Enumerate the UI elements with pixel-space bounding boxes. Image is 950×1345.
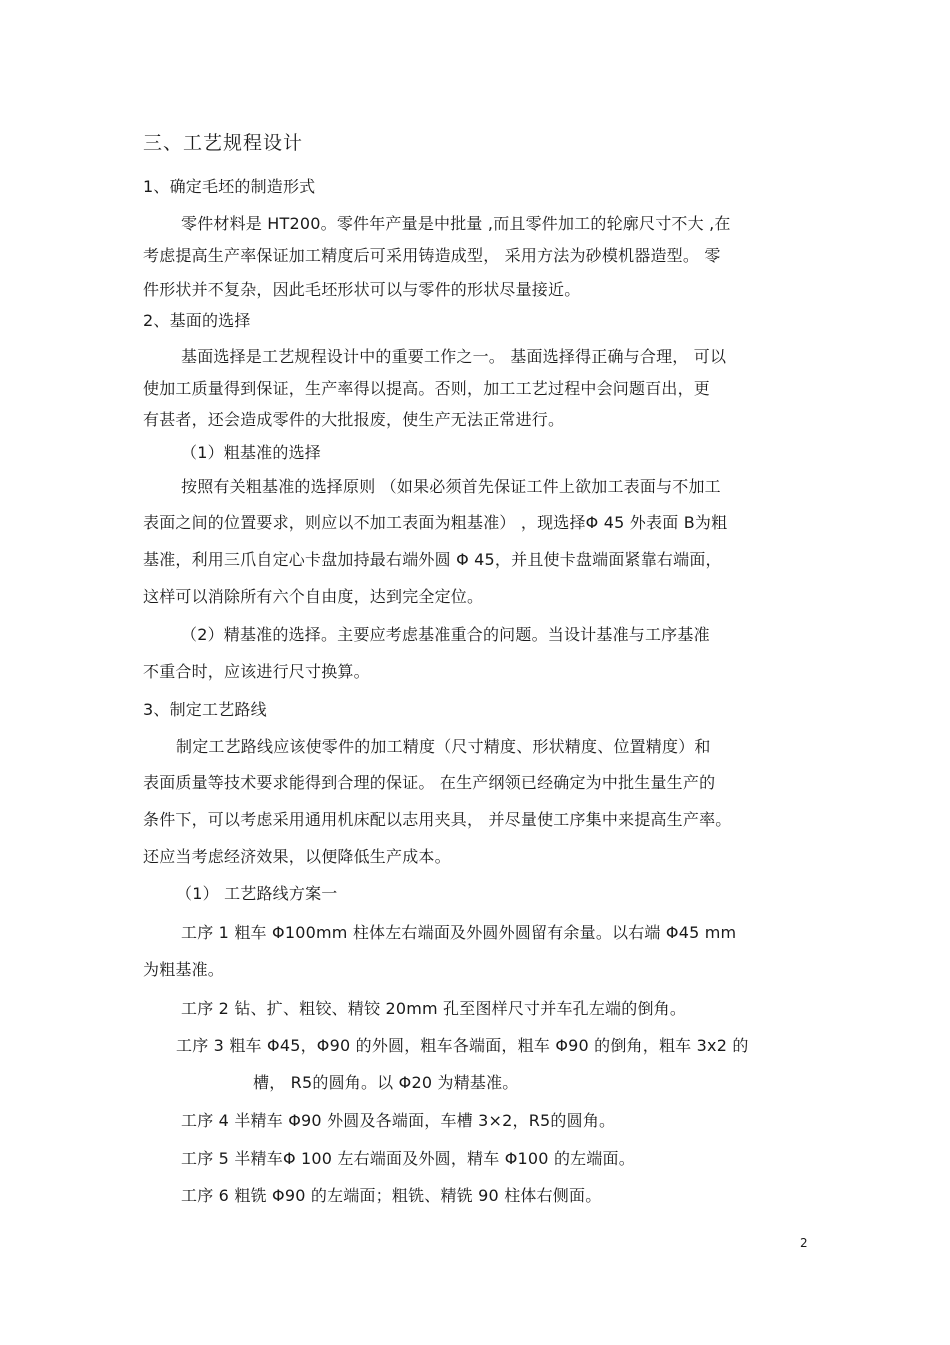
- paragraph-line: 条件下，可以考虑采用通用机床配以志用夹具， 并尽量使工序集中来提高生产率。: [143, 810, 732, 829]
- paragraph-line: 有甚者，还会造成零件的大批报废，使生产无法正常进行。: [143, 410, 565, 429]
- paragraph-line: 表面质量等技术要求能得到合理的保证。 在生产纲领已经确定为中批生量生产的: [143, 773, 716, 792]
- section-title: 三、工艺规程设计: [143, 132, 304, 154]
- subheading-rough-datum: （1）粗基准的选择: [181, 443, 321, 462]
- paragraph-line: （2）精基准的选择。主要应考虑基准重合的问题。当设计基准与工序基准: [181, 625, 710, 644]
- process-step: 工序 6 粗铣 Φ90 的左端面；粗铣、精铣 90 柱体右侧面。: [181, 1186, 602, 1205]
- process-step: 工序 1 粗车 Φ100mm 柱体左右端面及外圆外圆留有余量。以右端 Φ45 mm: [181, 923, 737, 942]
- paragraph-line: 件形状并不复杂，因此毛坯形状可以与零件的形状尽量接近。: [143, 280, 581, 299]
- paragraph-line: 使加工质量得到保证，生产率得以提高。否则，加工工艺过程中会问题百出，更: [143, 379, 711, 398]
- paragraph-line: 表面之间的位置要求，则应以不加工表面为粗基准） ，现选择Φ 45 外表面 B为粗: [143, 513, 728, 532]
- process-step: 工序 4 半精车 Φ90 外圆及各端面，车槽 3×2，R5的圆角。: [181, 1111, 616, 1130]
- process-step: 工序 3 粗车 Φ45，Φ90 的外圆，粗车各端面，粗车 Φ90 的倒角，粗车 3x2 的: [176, 1036, 749, 1055]
- paragraph-line: 按照有关粗基准的选择原则 （如果必须首先保证工件上欲加工表面与不加工: [181, 477, 721, 496]
- paragraph-line: 制定工艺路线应该使零件的加工精度（尺寸精度、形状精度、位置精度）和: [176, 737, 711, 756]
- heading-blank-form: 1、确定毛坯的制造形式: [143, 177, 316, 196]
- paragraph-line: 基面选择是工艺规程设计中的重要工作之一。 基面选择得正确与合理， 可以: [181, 347, 727, 366]
- paragraph-line: 零件材料是 HT200。零件年产量是中批量 ,而且零件加工的轮廓尺寸不大 ,在: [181, 214, 731, 233]
- paragraph-line: 基准，利用三爪自定心卡盘加持最右端外圆 Φ 45，并且使卡盘端面紧靠右端面，: [143, 550, 722, 569]
- heading-datum-selection: 2、基面的选择: [143, 311, 251, 330]
- paragraph-line: 不重合时，应该进行尺寸换算。: [143, 662, 370, 681]
- page-number: 2: [800, 1236, 808, 1250]
- process-step: 槽， R5的圆角。以 Φ20 为精基准。: [253, 1073, 519, 1092]
- subheading-route-plan-one: （1） 工艺路线方案一: [176, 884, 338, 903]
- paragraph-line: 考虑提高生产率保证加工精度后可采用铸造成型， 采用方法为砂模机器造型。 零: [143, 246, 721, 265]
- paragraph-line: 还应当考虑经济效果，以便降低生产成本。: [143, 847, 451, 866]
- process-step: 工序 2 钻、扩、粗铰、精铰 20mm 孔至图样尺寸并车孔左端的倒角。: [181, 999, 687, 1018]
- paragraph-line: 这样可以消除所有六个自由度，达到完全定位。: [143, 587, 484, 606]
- heading-process-route: 3、制定工艺路线: [143, 700, 267, 719]
- process-step: 工序 5 半精车Φ 100 左右端面及外圆，精车 Φ100 的左端面。: [181, 1149, 635, 1168]
- process-step: 为粗基准。: [143, 960, 225, 979]
